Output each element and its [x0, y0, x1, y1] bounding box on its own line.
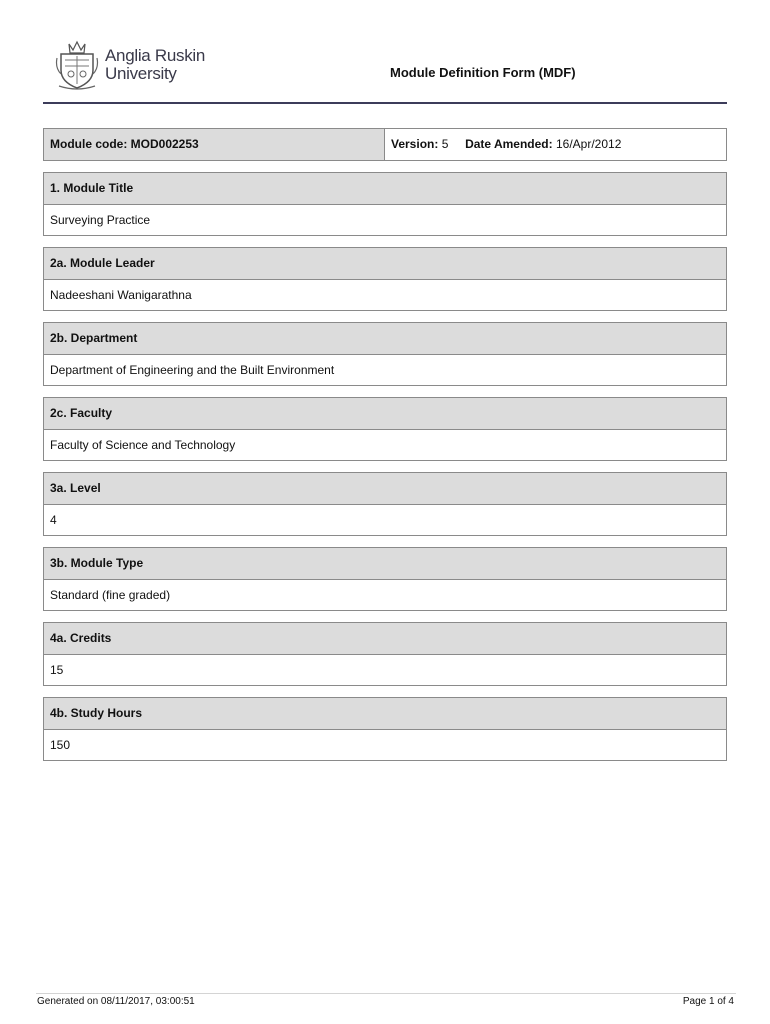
section-heading: 4b. Study Hours — [44, 698, 726, 730]
section-value: Standard (fine graded) — [50, 588, 171, 602]
section-value: 4 — [50, 513, 57, 527]
section-value: Surveying Practice — [50, 213, 151, 227]
section-credits — [43, 622, 727, 686]
date-amended-value: 16/Apr/2012 — [555, 137, 622, 151]
version-value: 5 — [441, 137, 449, 151]
section-module-title — [43, 172, 727, 236]
section-value: Faculty of Science and Technology — [50, 438, 236, 452]
section-value: 15 — [50, 663, 64, 677]
section-heading: 2c. Faculty — [44, 398, 726, 430]
section-level — [43, 472, 727, 536]
section-module-type — [43, 547, 727, 611]
form-title: Module Definition Form (MDF) — [390, 65, 576, 80]
header-divider — [43, 102, 727, 104]
date-amended-label: Date Amended: — [465, 137, 553, 151]
module-code: Module code: MOD002253 — [44, 129, 385, 160]
section-module-leader — [43, 247, 727, 311]
section-heading: 2a. Module Leader — [44, 248, 726, 280]
section-heading: 4a. Credits — [44, 623, 726, 655]
section-faculty — [43, 397, 727, 461]
version-date — [385, 129, 726, 160]
generated-timestamp: Generated on 08/11/2017, 03:00:51 — [37, 996, 195, 1007]
section-value: 150 — [50, 738, 71, 752]
footer-divider — [36, 993, 736, 994]
page-number: Page 1 of 4 — [682, 996, 734, 1007]
section-value: Department of Engineering and the Built Environment — [50, 363, 335, 377]
logo-line-2: University — [105, 64, 177, 83]
section-value: Nadeeshani Wanigarathna — [50, 288, 192, 302]
logo-line-1: Anglia Ruskin — [105, 46, 206, 65]
section-heading: 1. Module Title — [44, 173, 726, 205]
crest-icon — [55, 38, 99, 90]
section-study-hours — [43, 697, 727, 761]
version-label: Version: — [391, 137, 439, 151]
section-heading: 3a. Level — [44, 473, 726, 505]
section-department — [43, 322, 727, 386]
university-logo — [55, 38, 220, 90]
section-heading: 2b. Department — [44, 323, 726, 355]
section-heading: 3b. Module Type — [44, 548, 726, 580]
module-summary-box — [43, 128, 727, 161]
